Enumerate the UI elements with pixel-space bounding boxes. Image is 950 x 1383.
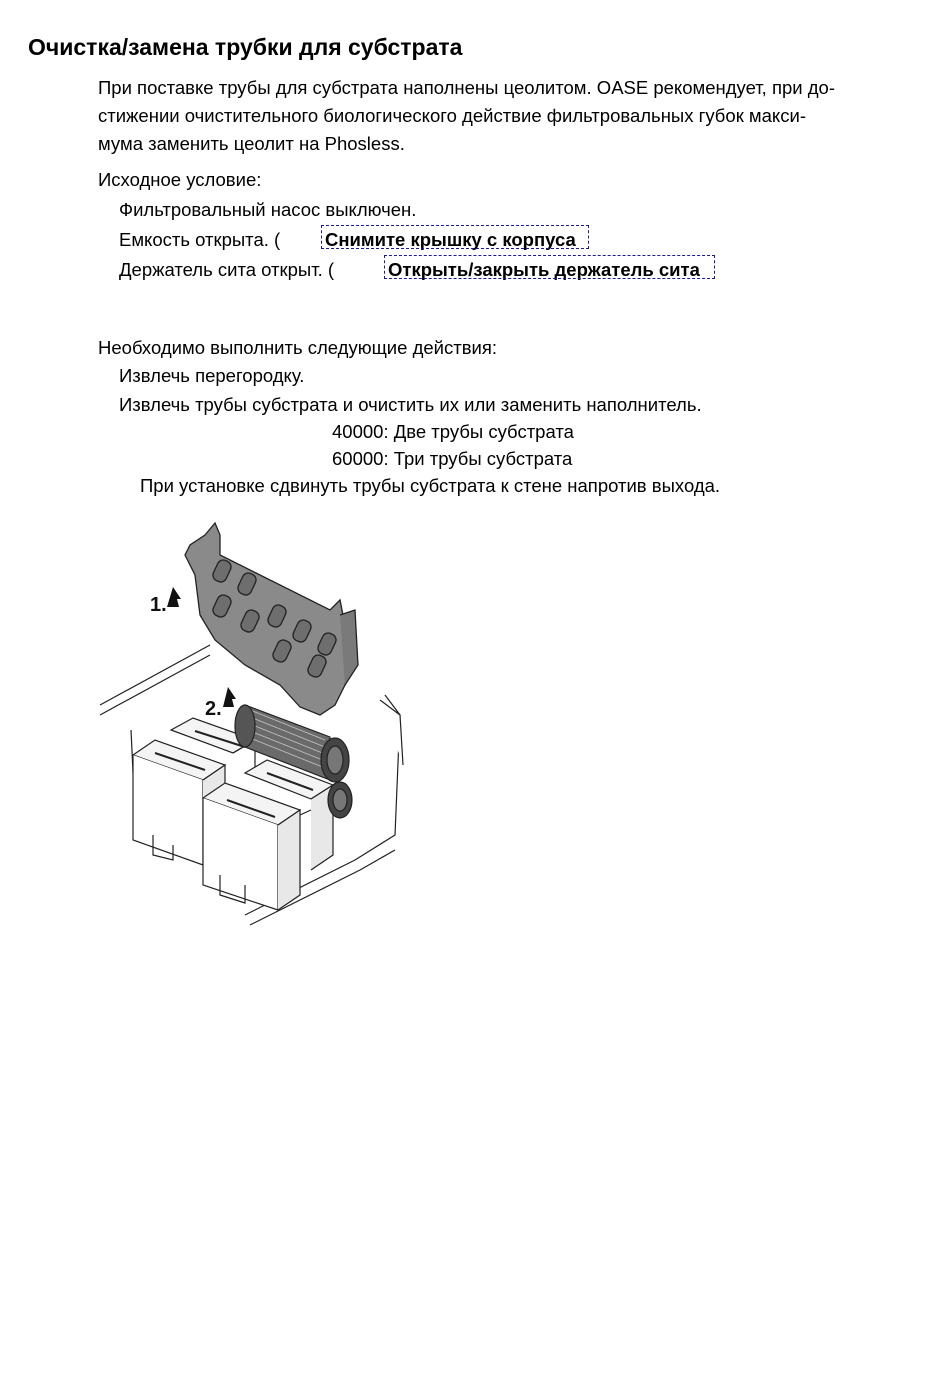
step-label-2: 2. (205, 698, 222, 720)
intro-line: При поставке трубы для субстрата наполнены цеолитом. OASE рекомендует, при до- (98, 77, 835, 98)
precondition-item: Фильтровальный насос выключен. (119, 199, 417, 220)
action-variant: 40000: Две трубы субстрата (332, 421, 574, 442)
remove-cover-link-text[interactable]: Снимите крышку с корпуса (325, 229, 576, 250)
precondition-item (119, 226, 280, 254)
precondition-item-text: Держатель сита открыт. ( (119, 259, 335, 280)
action-note: При установке сдвинуть трубы субстрата к стене напротив выхода. (140, 475, 721, 496)
actions-heading: Необходимо выполнить следующие действия: (98, 337, 498, 358)
link-focus-outline (384, 255, 715, 279)
precondition-item-text: Емкость открыта. ( (119, 229, 281, 250)
action-step: Извлечь перегородку. (119, 365, 305, 386)
action-step: Извлечь трубы субстрата и очистить их или заменить наполнитель. (119, 394, 702, 415)
precondition-heading: Исходное условие: (98, 169, 262, 190)
intro-line: стижении очистительного биологического действие фильтровальных губок макси- (98, 105, 806, 126)
action-variant: 60000: Три трубы субстрата (332, 448, 573, 469)
sieve-holder-link-text[interactable]: Открыть/закрыть держатель сита (388, 259, 700, 280)
intro-line: мума заменить цеолит на Phosless. (98, 133, 405, 154)
filter-illustration (95, 515, 425, 935)
precondition-item (119, 256, 334, 284)
page-title: Очистка/замена трубки для субстрата (28, 34, 463, 60)
step-label-1: 1. (150, 594, 167, 616)
intro-paragraph (98, 74, 913, 158)
link-focus-outline (321, 225, 589, 249)
